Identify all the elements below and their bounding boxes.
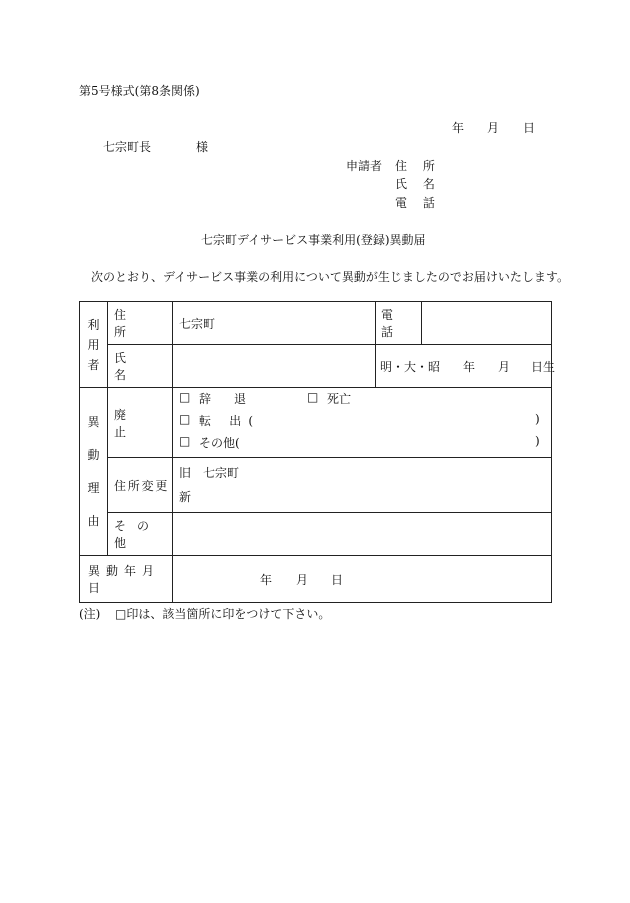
addressee: 七宗町長 xyxy=(103,140,152,154)
address-value-cell[interactable] xyxy=(173,302,376,345)
birth-suffix-label: 日生 xyxy=(531,360,556,374)
death-label: 死亡 xyxy=(327,392,352,406)
new-address-label: 新 xyxy=(179,490,192,504)
reason-label-char: 理 xyxy=(87,481,100,495)
old-address-value: 七宗町 xyxy=(203,466,240,480)
applicant-name-label: 氏 名 xyxy=(395,177,441,191)
other-close-paren: ) xyxy=(535,434,540,448)
change-month-label: 月 xyxy=(296,573,309,587)
phone-value-cell[interactable] xyxy=(422,302,552,345)
phone-label-cell xyxy=(376,302,422,345)
date-day-label: 日 xyxy=(523,121,536,135)
change-year-label: 年 xyxy=(260,573,273,587)
other-value-cell[interactable] xyxy=(173,513,552,556)
applicant-address-label: 住 所 xyxy=(395,159,441,173)
era-label: 明・大・昭 xyxy=(380,360,441,374)
other-checkbox[interactable]: □ xyxy=(179,434,191,448)
name-label-cell xyxy=(108,345,173,388)
applicant-phone-label: 電 話 xyxy=(395,196,441,210)
user-label-char: 者 xyxy=(87,357,100,372)
change-date-value-cell[interactable] xyxy=(173,556,552,603)
document-title: 七宗町デイサービス事業利用(登録)異動届 xyxy=(201,233,426,247)
user-section-label xyxy=(80,302,108,388)
move-out-close-paren: ) xyxy=(535,412,540,426)
old-address-label: 旧 xyxy=(179,466,192,480)
withdraw-label: 辞 退 xyxy=(199,392,256,406)
move-out-checkbox[interactable]: □ xyxy=(179,412,191,426)
move-out-label: 転 出( xyxy=(199,414,261,428)
note-text: □印は、該当箇所に印をつけて下さい。 xyxy=(115,607,331,621)
other-reason-label: その他( xyxy=(199,436,240,450)
change-date-label-cell xyxy=(80,556,173,603)
reason-label-char: 由 xyxy=(87,514,100,528)
user-label-char: 利 xyxy=(87,317,100,332)
abolish-label: 廃 止 xyxy=(114,407,151,439)
reason-label-char: 動 xyxy=(87,448,100,462)
date-year-label: 年 xyxy=(452,121,465,135)
reason-label-char: 異 xyxy=(87,415,100,429)
note-prefix: (注) xyxy=(79,607,101,621)
name-value-cell[interactable] xyxy=(173,345,376,388)
applicant-label: 申請者 xyxy=(346,159,383,173)
withdraw-checkbox[interactable]: □ xyxy=(179,390,191,404)
other-label: そ の 他 xyxy=(114,519,153,550)
form-table xyxy=(79,301,556,603)
date-month-label: 月 xyxy=(487,121,500,135)
address-label-cell xyxy=(108,302,173,345)
birth-year-label: 年 xyxy=(463,360,476,374)
reason-section-label xyxy=(80,388,108,556)
abolish-label-cell xyxy=(108,388,173,458)
address-value: 七宗町 xyxy=(179,316,216,331)
user-label-char: 用 xyxy=(87,337,100,352)
birth-month-label: 月 xyxy=(498,360,511,374)
name-label: 氏 名 xyxy=(114,351,146,382)
change-day-label: 日 xyxy=(331,573,344,587)
death-checkbox[interactable]: □ xyxy=(307,390,319,404)
address-change-label: 住所変更 xyxy=(114,478,170,493)
address-label: 住 所 xyxy=(114,308,146,339)
intro-text: 次のとおり、デイサービス事業の利用について異動が生じましたのでお届けいたします。 xyxy=(91,270,569,284)
abolish-options-cell xyxy=(173,388,552,458)
address-change-label-cell xyxy=(108,458,173,513)
birthdate-cell[interactable] xyxy=(376,345,556,388)
other-label-cell xyxy=(108,513,173,556)
address-change-value-cell[interactable] xyxy=(173,458,552,513)
form-number: 第5号様式(第8条関係) xyxy=(79,84,200,98)
phone-label: 電 話 xyxy=(381,308,401,339)
honorific: 様 xyxy=(196,140,209,154)
change-date-label: 異動年月日 xyxy=(88,564,161,595)
